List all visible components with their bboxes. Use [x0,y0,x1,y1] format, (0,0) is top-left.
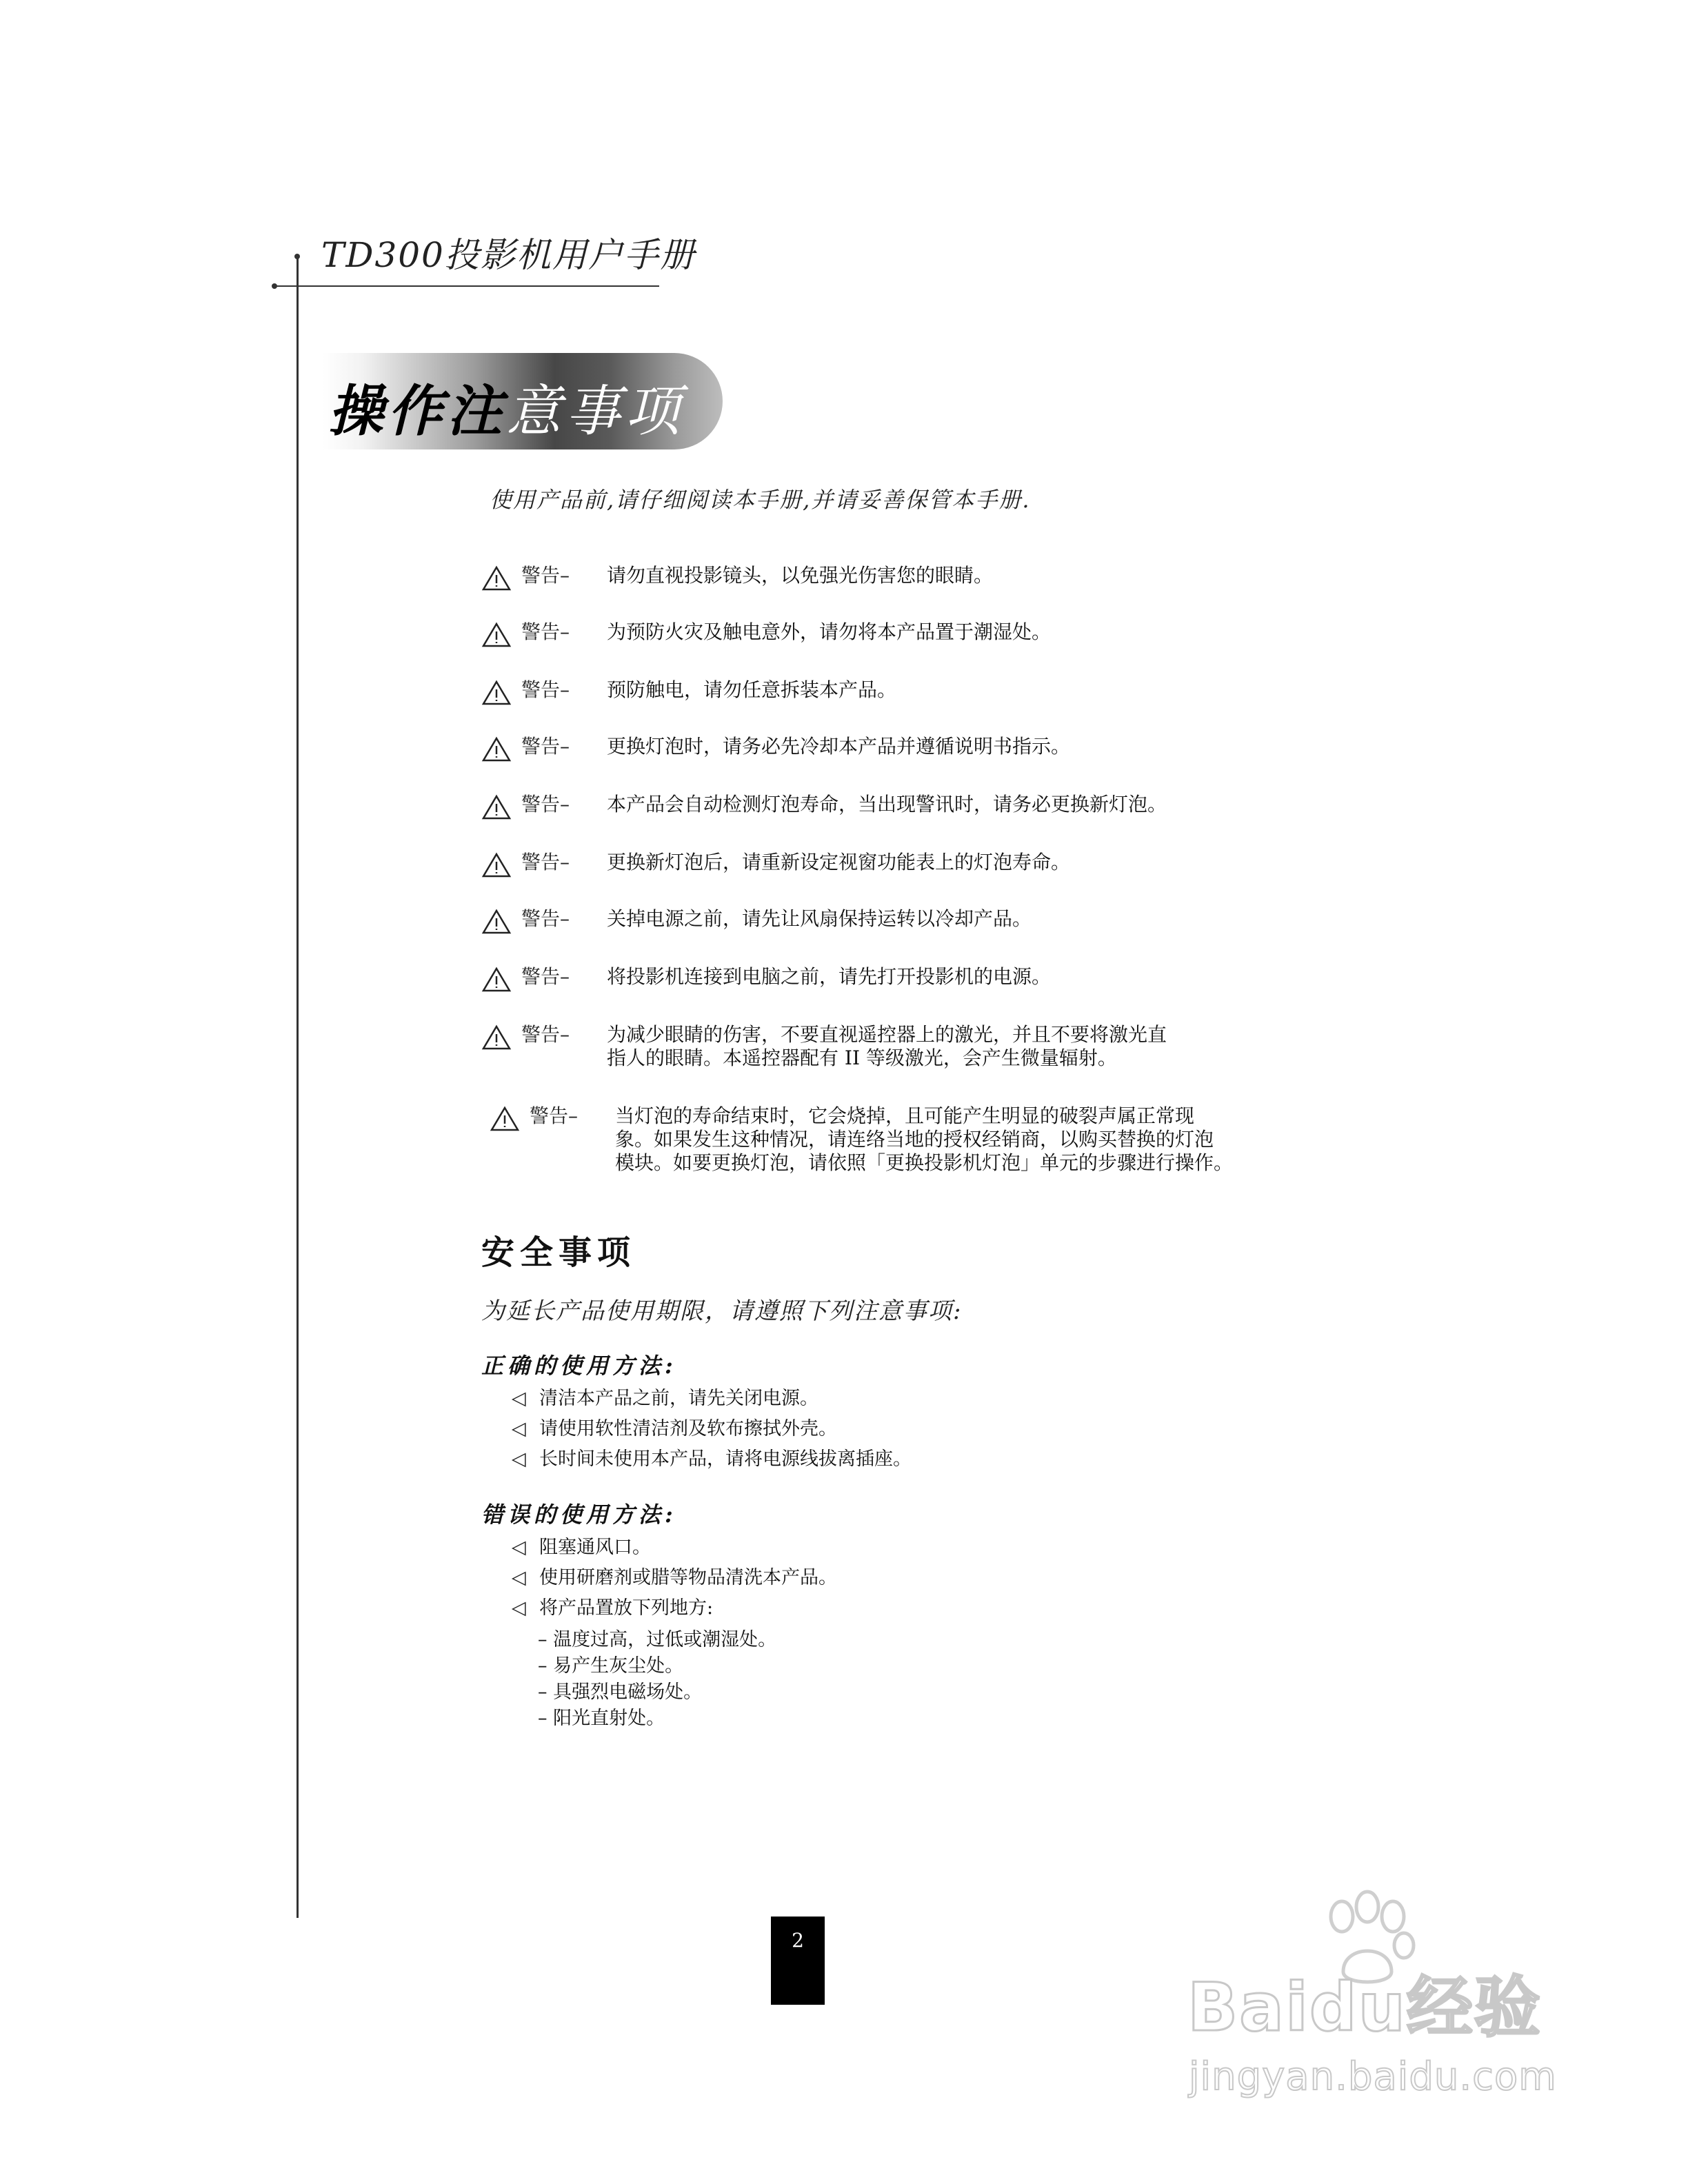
warning-triangle-icon [481,736,512,762]
warning-triangle-icon [481,1024,512,1051]
list-item: ◁ 清洁本产品之前，请先关闭电源。 [512,1388,818,1409]
list-item: ◁ 请使用软性清洁剂及软布擦拭外壳。 [512,1418,837,1439]
warning-text [615,1104,1236,1175]
warning-label: 警告– [521,564,570,587]
wrong-usage-title: 错误的使用方法: [481,1502,677,1528]
warning-line: 将投影机连接到电脑之前，请先打开投影机的电源。 [607,965,1052,988]
place-item: – 易产生灰尘处。 [538,1655,684,1677]
place-item: – 阳光直射处。 [538,1708,665,1729]
warning-triangle-icon [481,852,512,878]
warning-text [607,735,1227,758]
warning-label: 警告– [521,851,570,873]
correct-usage-title: 正确的使用方法: [481,1353,677,1379]
manual-title: TD300投影机用户手册 [321,235,696,275]
rule-dot [272,283,277,289]
warning-line: 本产品会自动检测灯泡寿命，当出现警讯时，请务必更换新灯泡。 [607,793,1167,816]
safety-title: 安全事项 [481,1233,636,1272]
warning-text [607,965,1227,989]
page-number: 2 [792,1929,804,1952]
warning-line: 当灯泡的寿命结束时，它会烧掉，且可能产生明显的破裂声属正常现 [615,1104,1195,1127]
warning-label: 警告– [530,1104,579,1127]
section-title-dark: 操作注 [328,378,506,443]
warning-text [607,793,1227,816]
warning-label: 警告– [521,620,570,643]
margin-line [297,256,299,1918]
warning-text [607,678,1227,702]
header-rule [274,285,659,287]
watermark-url: jingyan.baidu.com [1189,2054,1557,2099]
warning-triangle-icon [481,967,512,993]
section-title-light: 意事项 [506,379,684,443]
warning-label: 警告– [521,965,570,988]
warning-text [607,1023,1227,1070]
warning-label: 警告– [521,793,570,816]
safety-intro: 为延长产品使用期限，请遵照下列注意事项: [481,1297,963,1325]
list-item: ◁ 将产品置放下列地方: [512,1597,714,1619]
warning-triangle-icon [490,1106,520,1132]
warning-label: 警告– [521,735,570,758]
warning-label: 警告– [521,1023,570,1046]
page-number-box [771,1917,825,2005]
warning-line: 象。如果发生这种情况，请连络当地的授权经销商，以购买替换的灯泡 [615,1128,1214,1151]
place-item: – 具强烈电磁场处。 [538,1681,703,1703]
rule-dot [294,254,300,259]
place-item: – 温度过高，过低或潮湿处。 [538,1629,777,1650]
warning-triangle-icon [481,680,512,706]
warning-text [607,907,1227,931]
watermark-brand: Baidu经验 [1187,1969,1542,2046]
warning-line: 更换灯泡时，请务必先冷却本产品并遵循说明书指示。 [607,735,1071,758]
warning-line: 为预防火灾及触电意外，请勿将本产品置于潮湿处。 [607,620,1052,643]
warning-text [607,620,1227,644]
warning-line: 关掉电源之前，请先让风扇保持运转以冷却产品。 [607,907,1032,930]
warning-line: 指人的眼睛。本遥控器配有 II 等级激光，会产生微量辐射。 [607,1046,1117,1069]
list-item: ◁ 使用研磨剂或腊等物品清洗本产品。 [512,1567,837,1588]
warning-triangle-icon [481,622,512,648]
warning-line: 为减少眼睛的伤害，不要直视遥控器上的激光，并且不要将激光直 [607,1023,1167,1046]
list-item: ◁ 长时间未使用本产品，请将电源线拔离插座。 [512,1448,912,1470]
warning-triangle-icon [481,565,512,592]
warning-line: 预防触电，请勿任意拆装本产品。 [607,678,897,701]
warning-text [607,564,1227,587]
warning-line: 更换新灯泡后，请重新设定视窗功能表上的灯泡寿命。 [607,851,1071,873]
section-title [328,367,684,446]
warning-label: 警告– [521,907,570,930]
intro-text: 使用产品前,请仔细阅读本手册,并请妥善保管本手册. [490,487,1031,513]
warning-label: 警告– [521,678,570,701]
warning-line: 请勿直视投影镜头，以免强光伤害您的眼睛。 [607,564,994,587]
warning-text [607,851,1227,874]
list-item: ◁ 阻塞通风口。 [512,1537,651,1558]
warning-triangle-icon [481,794,512,820]
warning-triangle-icon [481,909,512,935]
warning-line: 模块。如要更换灯泡，请依照「更换投影机灯泡」单元的步骤进行操作。 [615,1151,1234,1174]
